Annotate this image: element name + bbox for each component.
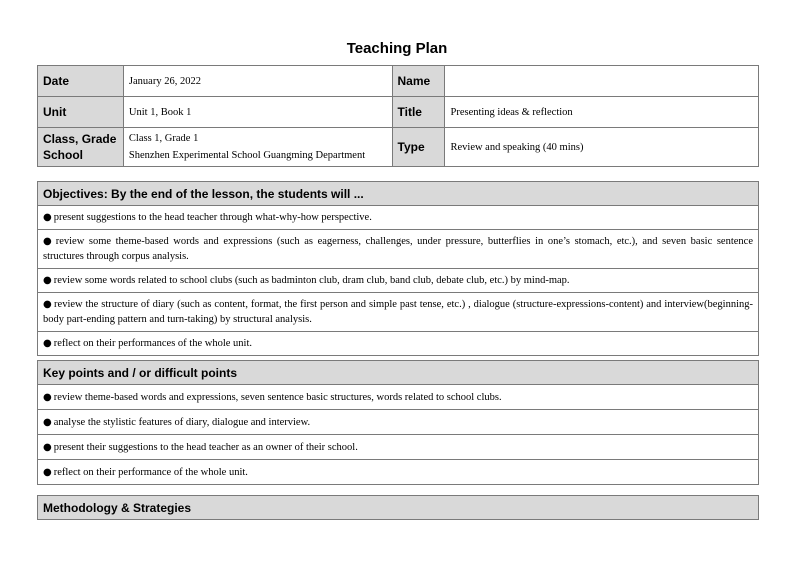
list-item: ● reflect on their performance of the whole unit. (38, 460, 759, 485)
objectives-heading: Objectives: By the end of the lesson, the students will ... (38, 182, 759, 206)
bullet-icon: ● (43, 441, 52, 453)
key-points-heading: Key points and / or difficult points (38, 361, 759, 385)
key-points-section (37, 360, 759, 485)
bullet-icon: ● (43, 416, 52, 428)
class-line-2: Shenzhen Experimental School Guangming Department (128, 150, 366, 161)
methodology-section (37, 495, 759, 520)
bullet-icon: ● (43, 212, 52, 223)
bullet-icon: ● (43, 236, 54, 247)
list-item: ● review theme-based words and expressions, seven sentence basic structures, words related to school clubs. (38, 385, 759, 410)
class-label: Class, Grade School (38, 128, 124, 167)
list-item: ● present their suggestions to the head teacher as an owner of their school. (38, 435, 759, 460)
type-value: Review and speaking (40 mins) (445, 128, 759, 167)
list-item: ● review the structure of diary (such as content, format, the first person and simple past tense, etc.) , dialogue (structure-expressions-content) and interview(beginning-body part-ending pattern and turn-taking) by structural analysis. (38, 293, 759, 332)
name-value (445, 66, 759, 97)
list-item: ● review some words related to school clubs (such as badminton club, dram club, band club, debate club, etc.) by mind-map. (38, 269, 759, 293)
info-row-unit (38, 97, 759, 128)
methodology-heading: Methodology & Strategies (38, 496, 759, 520)
title-label: Title (392, 97, 445, 128)
objectives-section (37, 181, 759, 356)
name-label: Name (392, 66, 445, 97)
bullet-icon: ● (43, 299, 53, 310)
unit-label: Unit (38, 97, 124, 128)
list-item: ● analyse the stylistic features of diary, dialogue and interview. (38, 410, 759, 435)
type-label: Type (392, 128, 445, 167)
bullet-icon: ● (43, 466, 52, 478)
info-row-class (38, 128, 759, 167)
date-label: Date (38, 66, 124, 97)
list-item: ● present suggestions to the head teacher through what-why-how perspective. (38, 206, 759, 230)
info-table (37, 65, 759, 167)
info-row-date (38, 66, 759, 97)
date-value: January 26, 2022 (123, 66, 392, 97)
unit-value: Unit 1, Book 1 (123, 97, 392, 128)
title-value: Presenting ideas & reflection (445, 97, 759, 128)
bullet-icon: ● (43, 275, 52, 286)
bullet-icon: ● (43, 391, 52, 403)
list-item: ● reflect on their performances of the whole unit. (38, 332, 759, 356)
list-item: ● review some theme-based words and expressions (such as eagerness, challenges, under pressure, butterflies in one’s stomach, etc.), and seven basic sentence structures through corpus analysis. (38, 230, 759, 269)
class-value (123, 128, 392, 167)
page-title: Teaching Plan (346, 40, 448, 57)
bullet-icon: ● (43, 338, 52, 349)
class-line-1: Class 1, Grade 1 (128, 133, 199, 144)
